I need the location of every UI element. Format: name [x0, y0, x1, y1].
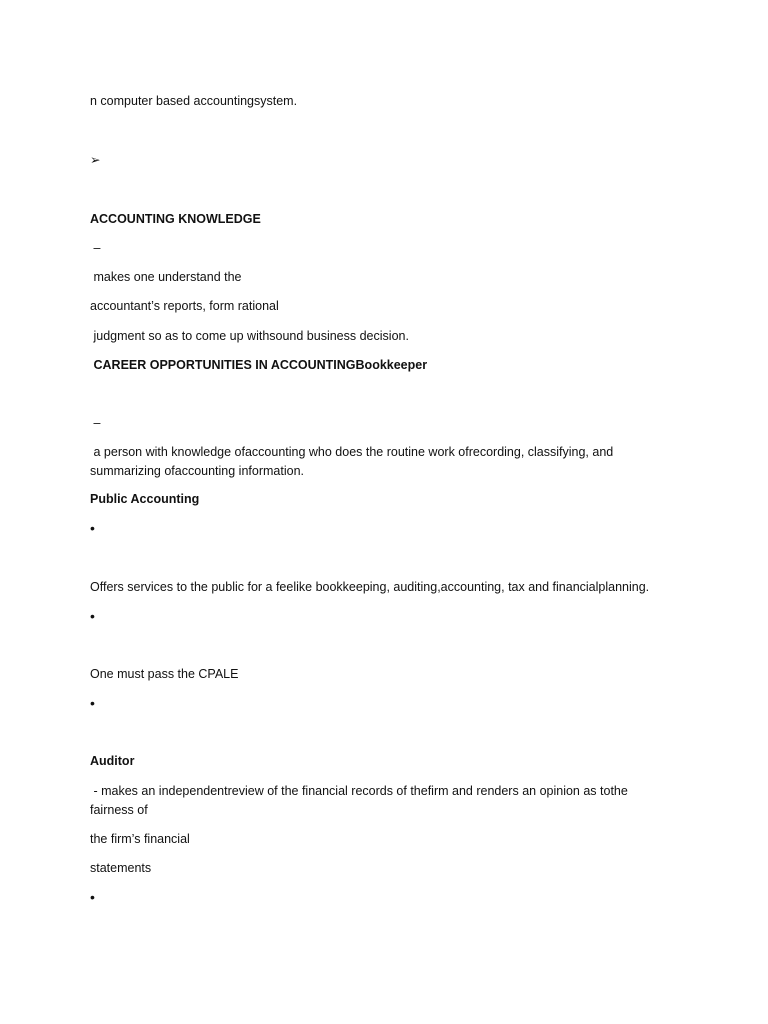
bullet-icon: •	[90, 608, 95, 624]
text-paragraph: - makes an independentreview of the financial records of thefirm and renders an opinion as tothe fairness of	[90, 784, 632, 817]
text-line: n computer based accountingsystem.	[90, 94, 298, 108]
text-line: the firm’s financial	[90, 832, 190, 846]
dash-line: –	[90, 416, 101, 430]
bullet-icon: •	[90, 695, 95, 711]
bullet-icon: •	[90, 520, 95, 536]
heading-career-opportunities: CAREER OPPORTUNITIES IN ACCOUNTINGBookkeeper	[90, 358, 428, 372]
text-paragraph: a person with knowledge ofaccounting who does the routine work ofrecording, classifying, and summarizing ofaccounting information.	[90, 445, 617, 478]
text-line: makes one understand the	[90, 270, 242, 284]
text-line: One must pass the CPALE	[90, 667, 239, 681]
text-line: accountant’s reports, form rational	[90, 299, 279, 313]
heading-auditor: Auditor	[90, 754, 135, 768]
heading-accounting-knowledge: ACCOUNTING KNOWLEDGE	[90, 212, 261, 226]
dash-line: –	[90, 241, 101, 255]
heading-public-accounting: Public Accounting	[90, 492, 200, 506]
text-line: statements	[90, 861, 152, 875]
text-line: Offers services to the public for a feelike bookkeeping, auditing,accounting, tax and financialplanning.	[90, 580, 650, 594]
bullet-icon: •	[90, 889, 95, 905]
arrow-bullet-icon: ➢	[90, 153, 101, 167]
text-line: judgment so as to come up withsound business decision.	[90, 329, 409, 343]
